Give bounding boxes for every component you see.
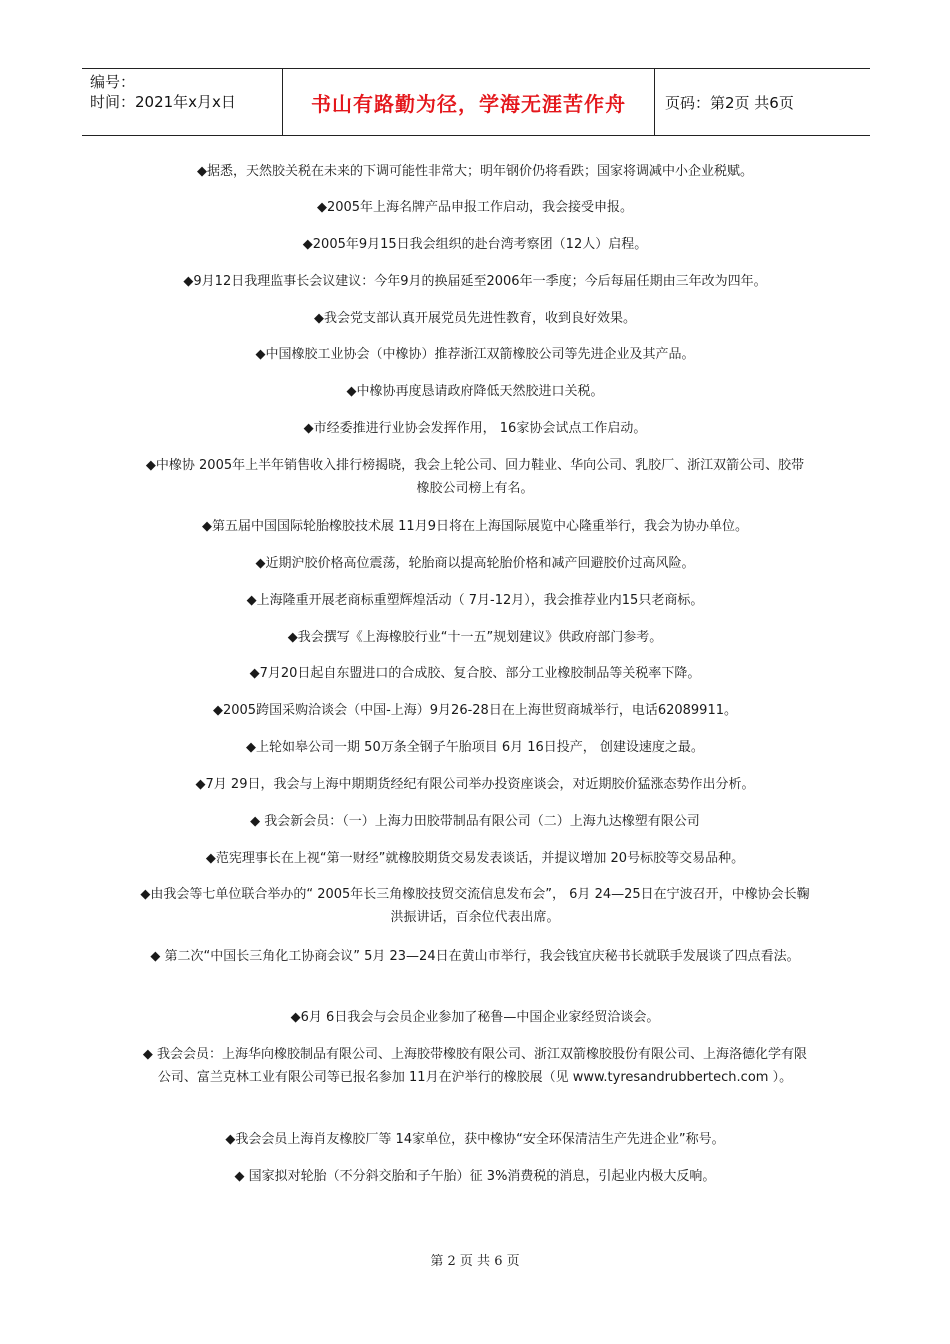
news-item: ◆ 国家拟对轮胎（不分斜交胎和子午胎）征 3%消费税的消息，引起业内极大反响。: [234, 1169, 716, 1184]
news-item: ◆ 第二次“中国长三角化工协商会议” 5月 23—24日在黄山市举行，我会钱宜庆秘书长就联手发展谈了四点看法。: [150, 949, 800, 964]
news-item: ◆9月12日我理监事长会议建议：今年9月的换届延至2006年一季度；今后每届任期由三年改为四年。: [183, 274, 767, 289]
header-page-cell: [655, 69, 870, 135]
news-item: ◆中橡协再度恳请政府降低天然胶进口关税。: [346, 384, 604, 399]
news-item: ◆6月 6日我会与会员企业参加了秘鲁—中国企业家经贸洽谈会。: [290, 1010, 660, 1025]
news-item: ◆中国橡胶工业协会（中橡协）推荐浙江双箭橡胶公司等先进企业及其产品。: [255, 347, 695, 362]
news-item: ◆我会撰写《上海橡胶行业“十一五”规划建议》供政府部门参考。: [287, 630, 663, 645]
news-item: ◆7月 29日，我会与上海中期期货经纪有限公司举办投资座谈会，对近期胶价猛涨态势作出分析。: [195, 777, 755, 792]
news-item: ◆范宪理事长在上视“第一财经”就橡胶期货交易发表谈话，并提议增加 20号标胶等交易品种。: [205, 851, 745, 866]
number-label: 编号：: [90, 73, 136, 91]
header-info-cell: [82, 69, 283, 135]
news-item: ◆ 我会新会员：（一）上海力田胶带制品有限公司（二）上海九达橡塑有限公司: [250, 814, 700, 829]
page-header: [82, 68, 870, 136]
page-footer: 第 2 页 共 6 页: [430, 1254, 520, 1269]
news-item: ◆7月20日起自东盟进口的合成胶、复合胶、部分工业橡胶制品等关税率下降。: [249, 666, 701, 681]
news-item: ◆市经委推进行业协会发挥作用， 16家协会试点工作启动。: [303, 421, 647, 436]
news-item: ◆2005年9月15日我会组织的赴台湾考察团（12人）启程。: [302, 237, 648, 252]
news-item: ◆据悉，天然胶关税在未来的下调可能性非常大；明年钢价仍将看跌；国家将调减中小企业税赋。: [197, 164, 753, 179]
news-item: ◆近期沪胶价格高位震荡，轮胎商以提高轮胎价格和减产回避胶价过高风险。: [255, 556, 695, 571]
news-item: ◆由我会等七单位联合举办的“ 2005年长三角橡胶技贸交流信息发布会”， 6月 24—25日在宁波召开，中橡协会长鞠洪振讲话，百余位代表出席。: [140, 887, 810, 925]
news-item: ◆上轮如皋公司一期 50万条全钢子午胎项目 6月 16日投产， 创建设速度之最。: [246, 740, 704, 755]
news-item: ◆我会会员上海肖友橡胶厂等 14家单位，获中橡协“安全环保清洁生产先进企业”称号。: [225, 1132, 725, 1147]
date-label: 时间：2021年x月x日: [90, 93, 236, 111]
news-item: ◆中橡协 2005年上半年销售收入排行榜揭晓，我会上轮公司、回力鞋业、华向公司、乳胶厂、浙江双箭公司、胶带橡胶公司榜上有名。: [145, 458, 805, 496]
news-item: ◆2005跨国采购洽谈会（中国-上海）9月26-28日在上海世贸商城举行，电话62089911。: [213, 703, 737, 718]
page-label: 页码：第2页 共6页: [665, 93, 794, 112]
motto-text: 书山有路勤为径，学海无涯苦作舟: [311, 91, 626, 116]
header-motto-cell: [283, 69, 655, 135]
news-item: ◆ 我会会员：上海华向橡胶制品有限公司、上海胶带橡胶有限公司、浙江双箭橡胶股份有限公司、上海洛德化学有限公司、富兰克林工业有限公司等已报名参加 11月在沪举行的橡胶展（见 www.tyresandrubbertech.com ）。: [142, 1047, 808, 1085]
news-item: ◆第五届中国国际轮胎橡胶技术展 11月9日将在上海国际展览中心隆重举行，我会为协办单位。: [202, 519, 748, 534]
news-item: ◆我会党支部认真开展党员先进性教育，收到良好效果。: [314, 311, 636, 326]
news-item: ◆2005年上海名牌产品申报工作启动，我会接受申报。: [316, 200, 634, 215]
news-item: ◆上海隆重开展老商标重塑辉煌活动（ 7月-12月），我会推荐业内15只老商标。: [246, 593, 704, 608]
